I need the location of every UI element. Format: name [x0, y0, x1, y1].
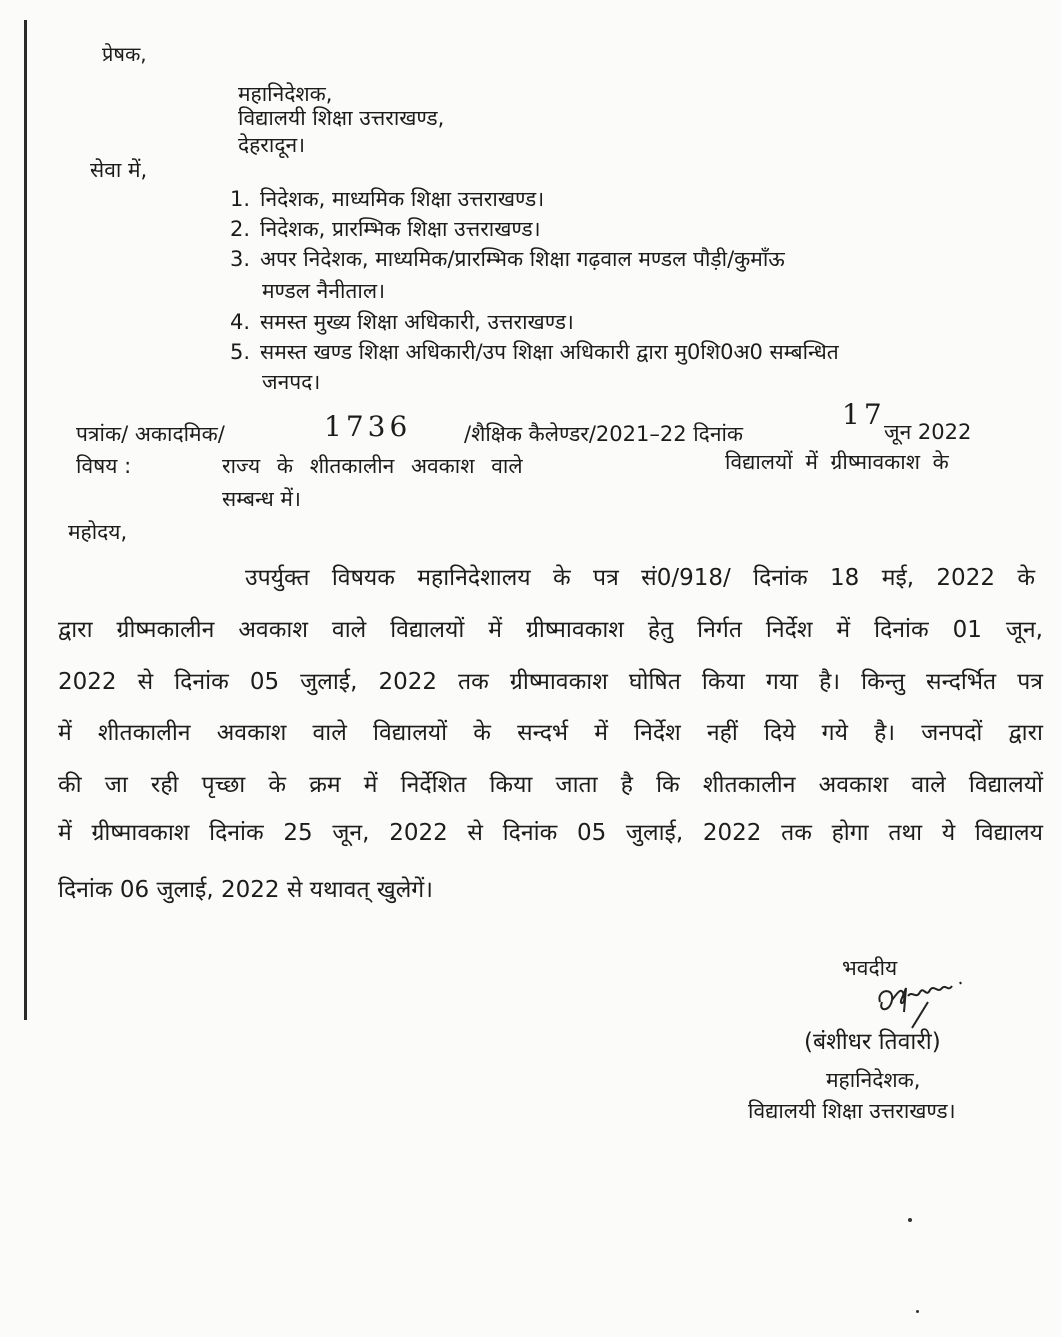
recipient-item [230, 185, 544, 213]
handwritten-signature [868, 972, 978, 1032]
recipient-number: 1. [230, 187, 251, 211]
recipient-text: समस्त खण्ड शिक्षा अधिकारी/उप शिक्षा अधिकारी द्वारा मु0शि0अ0 सम्बन्धित [260, 340, 839, 364]
page-edge-line [24, 20, 27, 1020]
subject-text-continued: सम्बन्ध में। [222, 487, 301, 511]
recipient-text: समस्त मुख्य शिक्षा अधिकारी, उत्तराखण्ड। [260, 310, 574, 334]
body-line: दिनांक 06 जुलाई, 2022 से यथावत् खुलेगें। [58, 877, 433, 903]
recipient-item [230, 245, 785, 273]
recipient-number: 3. [230, 247, 251, 271]
reference-month-year: जून 2022 [884, 420, 972, 444]
body-line: उपर्युक्त विषयक महानिदेशालय के पत्र सं0/918/ दिनांक 18 मई, 2022 के [245, 565, 1035, 591]
signatory-title: महानिदेशक, [826, 1068, 921, 1092]
reference-number: 1736 [324, 410, 412, 443]
recipient-number: 2. [230, 217, 251, 241]
body-line: 2022 से दिनांक 05 जुलाई, 2022 तक ग्रीष्मावकाश घोषित किया गया है। किन्तु सन्दर्भित पत्र [58, 669, 1043, 695]
scan-speck [916, 1310, 919, 1313]
body-line: द्वारा ग्रीष्मकालीन अवकाश वाले विद्यालयों में ग्रीष्मावकाश हेतु निर्गत निर्देश में दिनांक 01 जून, [58, 617, 1043, 643]
body-line: में शीतकालीन अवकाश वाले विद्यालयों के सन्दर्भ में निर्देश नहीं दिये गये है। जनपदों द्वारा [58, 720, 1043, 746]
recipient-text: निदेशक, प्रारम्भिक शिक्षा उत्तराखण्ड। [260, 217, 541, 241]
signatory-name: (बंशीधर तिवारी) [804, 1029, 941, 1055]
sender-city: देहरादून। [238, 133, 306, 157]
body-line: की जा रही पृच्छा के क्रम में निर्देशित किया जाता है कि शीतकालीन अवकाश वाले विद्यालयों [58, 772, 1043, 798]
signatory-dept: विद्यालयी शिक्षा उत्तराखण्ड। [748, 1099, 956, 1123]
reference-day: 17 [842, 398, 886, 431]
subject-text: विद्यालयों में ग्रीष्मावकाश के [725, 450, 949, 474]
subject-text: राज्य के शीतकालीन अवकाश वाले [222, 454, 523, 478]
recipient-item [230, 215, 541, 243]
recipient-text-continued: मण्डल नैनीताल। [262, 279, 386, 303]
closing: भवदीय [842, 956, 898, 980]
sender-label: प्रेषक, [102, 42, 147, 66]
recipient-text: अपर निदेशक, माध्यमिक/प्रारम्भिक शिक्षा गढ़वाल मण्डल पौड़ी/कुमाँऊ [260, 247, 785, 271]
body-line: में ग्रीष्मावकाश दिनांक 25 जून, 2022 से दिनांक 05 जुलाई, 2022 तक होगा तथा ये विद्यालय [58, 820, 1043, 846]
sender-dept: विद्यालयी शिक्षा उत्तराखण्ड, [238, 106, 445, 130]
recipient-number: 4. [230, 310, 251, 334]
recipients-label: सेवा में, [90, 158, 148, 182]
scan-speck [908, 1218, 912, 1222]
reference-middle: /शैक्षिक कैलेण्डर/2021–22 दिनांक [464, 422, 744, 446]
recipient-item [230, 338, 839, 366]
recipient-text: निदेशक, माध्यमिक शिक्षा उत्तराखण्ड। [260, 187, 545, 211]
subject-label: विषय : [76, 454, 132, 478]
recipient-number: 5. [230, 340, 251, 364]
salutation: महोदय, [68, 520, 128, 544]
recipient-item [230, 308, 574, 336]
reference-prefix: पत्रांक/ अकादमिक/ [76, 422, 225, 446]
recipient-text-continued: जनपद। [262, 370, 321, 394]
sender-title: महानिदेशक, [238, 82, 333, 106]
